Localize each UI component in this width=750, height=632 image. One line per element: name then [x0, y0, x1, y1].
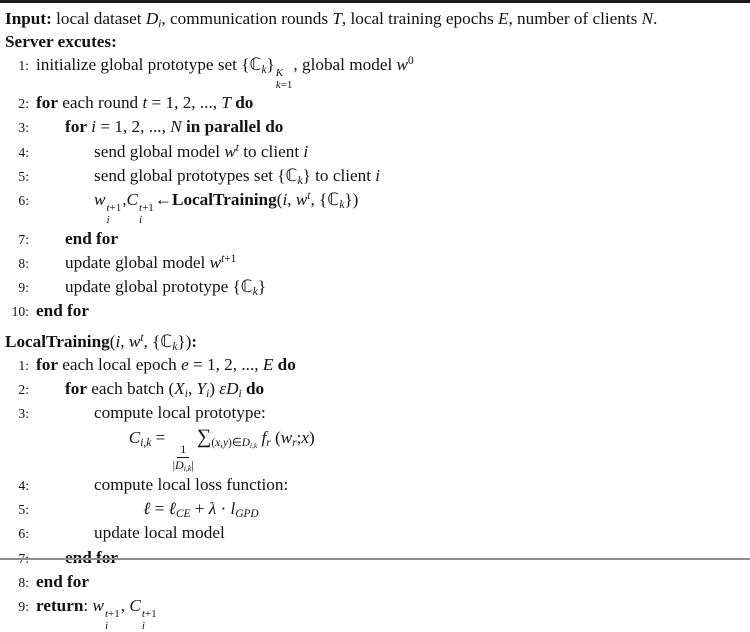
line-number: 10: [11, 304, 29, 320]
algorithm-line [5, 140, 744, 164]
algorithm-line [5, 497, 744, 521]
line-number: 8: [18, 574, 29, 590]
line-content: end for [36, 301, 89, 321]
line-content: end for [36, 571, 89, 591]
algorithm-line [5, 401, 744, 425]
line-content: compute local loss function: [94, 474, 289, 494]
line-number: 3: [18, 120, 29, 136]
line-content: for each round t = 1, 2, ..., T do [36, 93, 254, 113]
algorithm-line [5, 426, 744, 473]
line-number: 7: [18, 550, 29, 566]
algorithm-line [5, 353, 744, 377]
line-content: for i = 1, 2, ..., N in parallel do [65, 117, 284, 137]
algorithm-line [5, 377, 744, 401]
line-content: $C_{i,k}$ = $\frac{1}{|D_{i,k}|}$ $\sum_{(x,y)\in D_{i,k}}$ $f_r$ $(w_r;x)$ [128, 425, 315, 474]
localtraining-header: LocalTraining(i, $w^t$, {ℂ$_k$}): [5, 331, 198, 353]
line-number: 6: [18, 193, 29, 209]
server-executes-header: Server excutes: [5, 32, 117, 51]
line-content: initialize global prototype set {ℂ$_k$} K k=1 , global model $w^0$ [36, 54, 414, 91]
line-content: for each local epoch e = 1, 2, ..., E do [36, 354, 296, 374]
line-content: return: w t+1 i , C t+1 i [36, 596, 157, 632]
line-content: w t+1 i ,C t+1 i ←LocalTraining(i, $w^t$, {ℂ$_k$}) [94, 190, 359, 226]
line-content: end for [65, 228, 118, 248]
line-content: update global prototype {ℂ$_k$} [65, 277, 267, 299]
line-content: send global prototypes set {ℂ$_k$} to client i [94, 166, 381, 188]
line-number: 3: [18, 406, 29, 422]
line-number: 9: [18, 280, 29, 296]
algorithm-line [5, 91, 744, 115]
algorithm-line [5, 594, 744, 632]
line-content: update local model [94, 523, 225, 543]
line-number: 4: [18, 144, 29, 160]
line-content: compute local prototype: [94, 403, 266, 423]
line-content: update global model $w^{t+1}$ [65, 252, 237, 272]
input-line: Input: local dataset $D_i$, communication rounds T, local training epochs E, number of clients N. [5, 9, 658, 31]
line-number: 5: [18, 169, 29, 185]
line-content: end for [65, 547, 118, 567]
line-number: 7: [18, 231, 29, 247]
line-number: 2: [18, 96, 29, 112]
algorithm-line [5, 251, 744, 275]
algorithm-line [5, 188, 744, 226]
line-number: 1: [18, 357, 29, 373]
algorithm-line [5, 164, 744, 188]
algorithm-line [5, 570, 744, 594]
line-number: 6: [18, 526, 29, 542]
algorithm-line [5, 473, 744, 497]
line-content: ℓ = ℓ$_{CE}$ + $\lambda \cdot l_{GPD}$ [143, 499, 259, 521]
algorithm-line [5, 275, 744, 299]
line-content: for each batch ($X_i$, $Y_i$) $\varepsilon D_i$ do [65, 379, 265, 401]
server-lines [5, 53, 744, 324]
line-number: 4: [18, 477, 29, 493]
algorithm-line [5, 115, 744, 139]
algorithm-line [5, 227, 744, 251]
local-lines [5, 353, 744, 632]
line-number: 2: [18, 382, 29, 398]
line-content: send global model $w^t$ to client i [94, 141, 309, 161]
line-number: 8: [18, 255, 29, 271]
bottom-rule [0, 558, 750, 560]
line-number: 1: [18, 58, 29, 73]
line-number: 9: [18, 599, 29, 615]
line-number: 5: [18, 502, 29, 518]
algorithm-line [5, 53, 744, 91]
algorithm-line [5, 521, 744, 545]
algorithm-line [5, 299, 744, 323]
